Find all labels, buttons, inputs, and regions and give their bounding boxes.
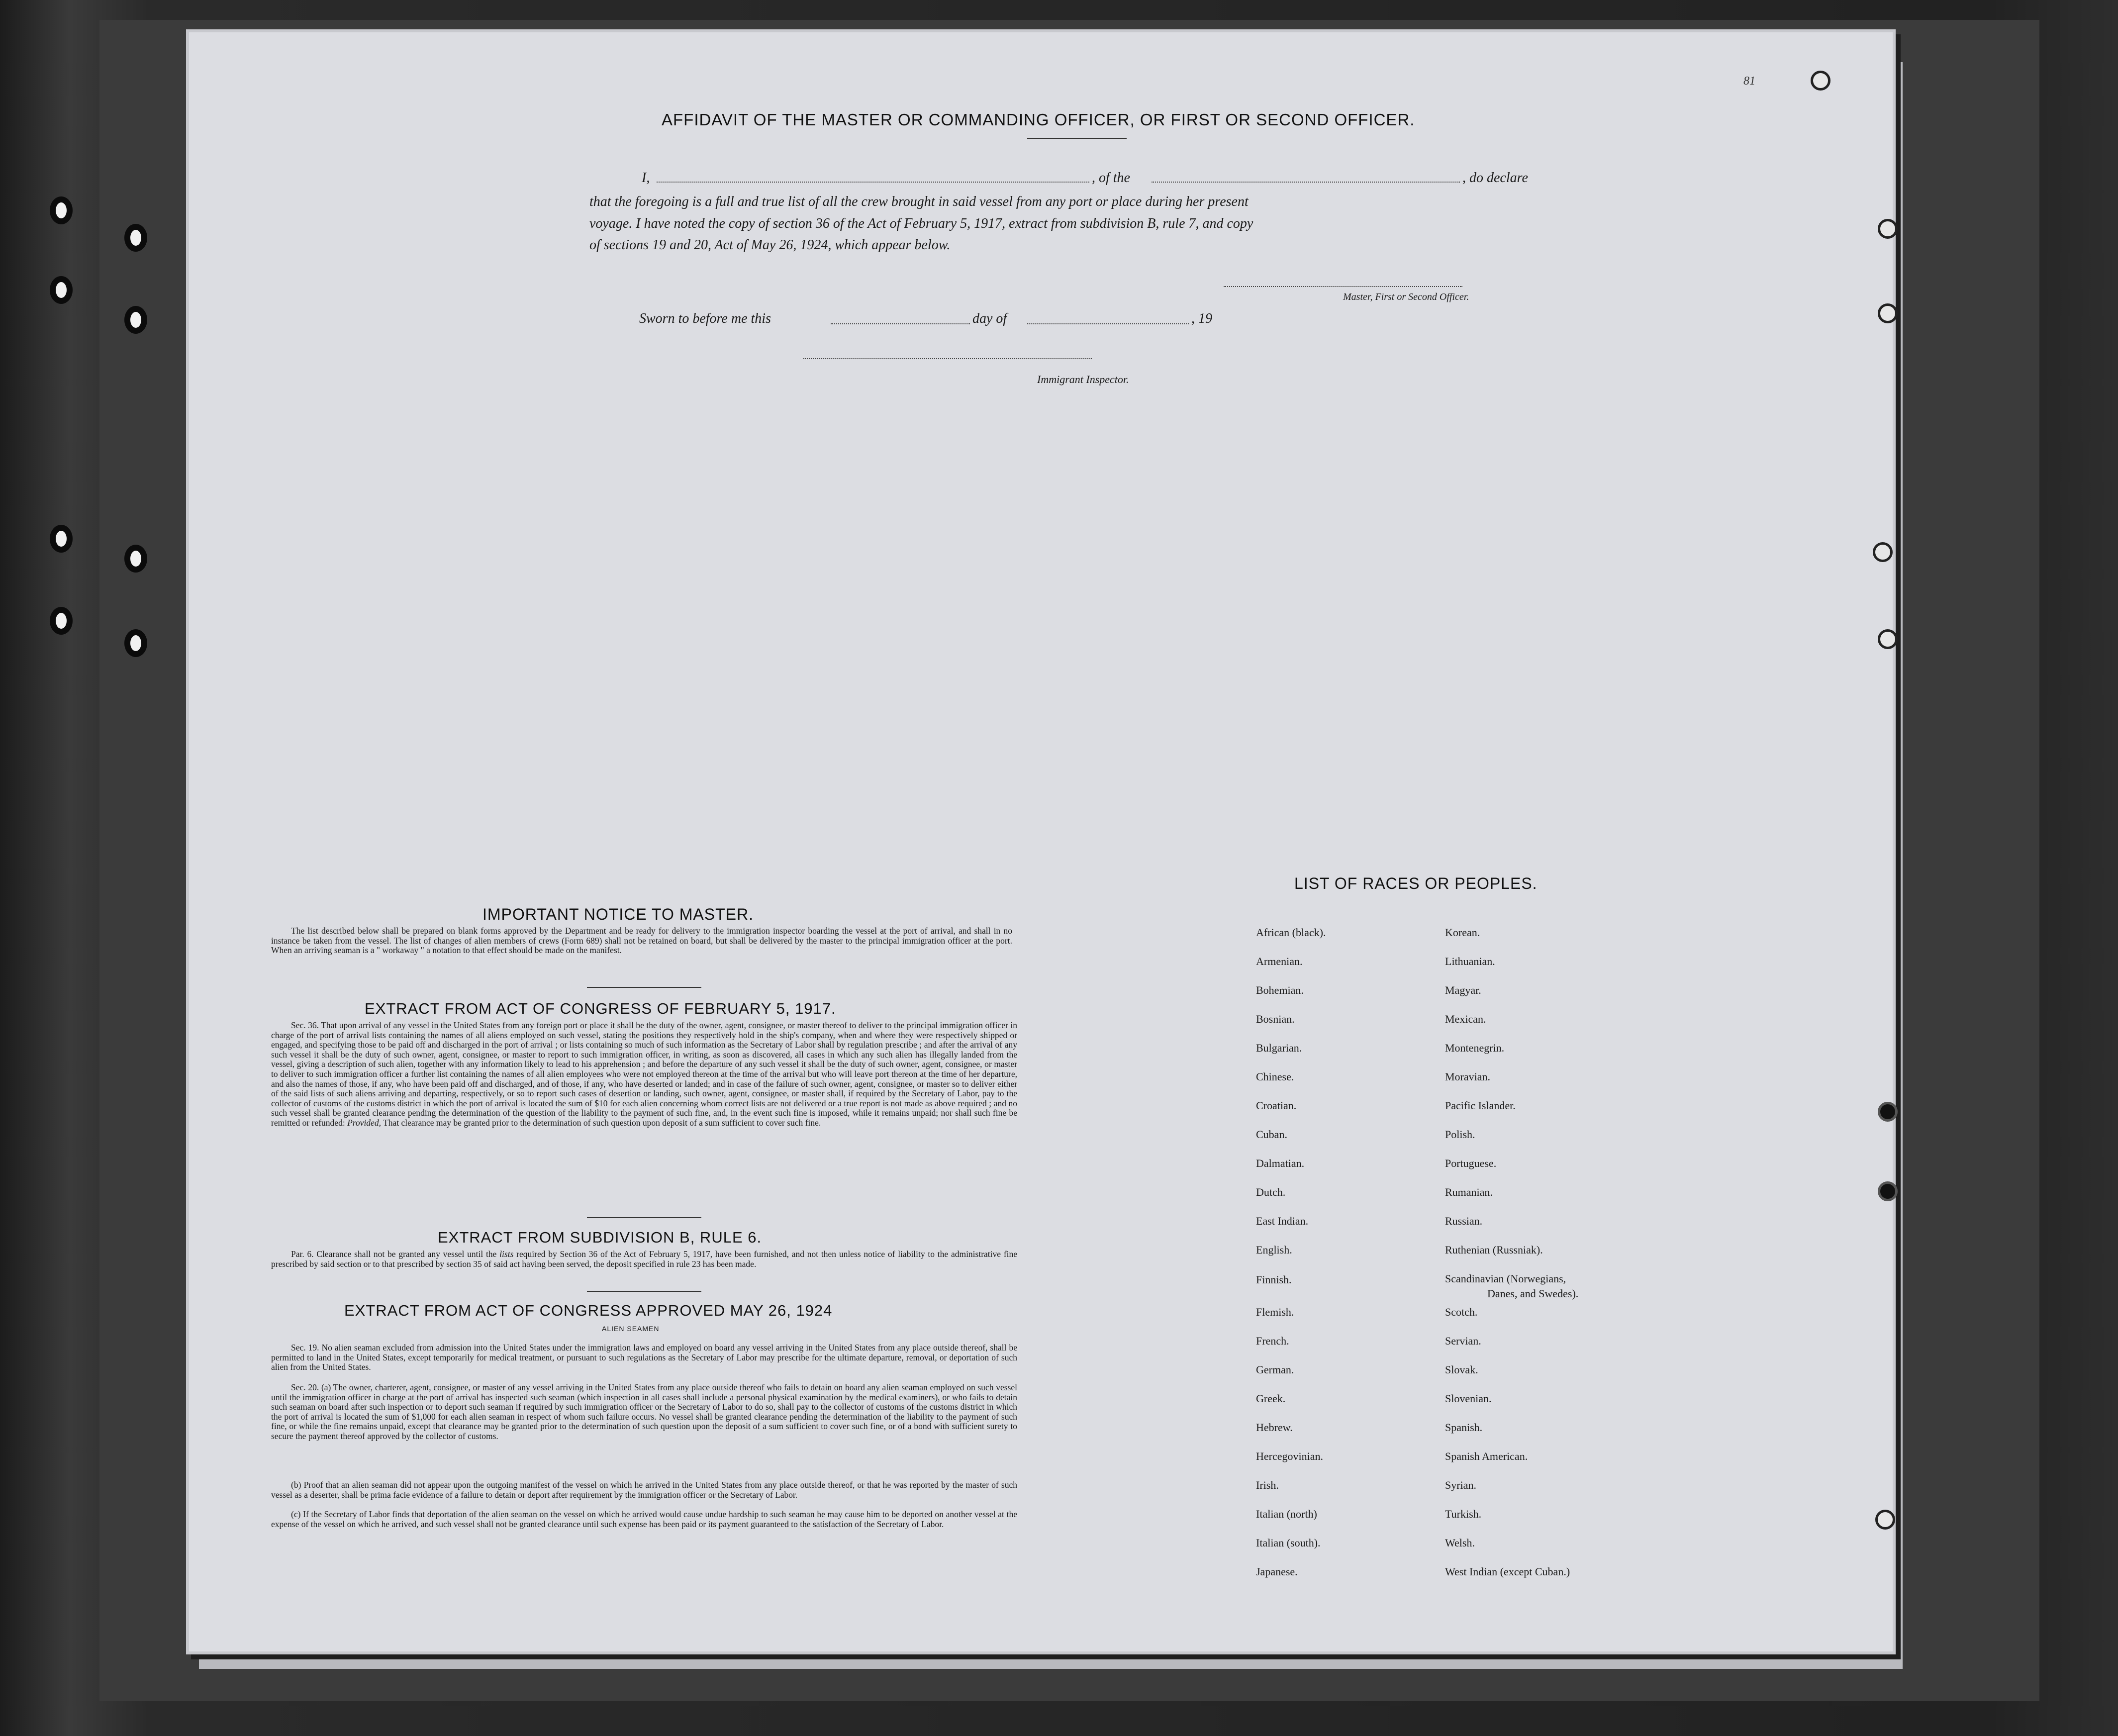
subdivision-b-text-end: required by Section 36 of the Act of February 5, 1917, have been furnished, and not then unless notice of liability to the administrative fine prescribed by said section or to that prescribed by section 35 of said act having been served, the deposit specified in rule 23 has been made.	[271, 1249, 1018, 1269]
race-item: Montenegrin.	[1445, 1042, 1505, 1054]
race-item: Moravian.	[1445, 1070, 1491, 1083]
name-blank	[657, 182, 1089, 183]
race-item: Polish.	[1445, 1128, 1475, 1141]
day-blank	[831, 323, 970, 324]
race-item: Lithuanian.	[1445, 955, 1495, 967]
sec-20c-text: (c) If the Secretary of Labor finds that deportation of the alien seaman on the vessel on which he arrived would cause undue hardship to such seaman he may cause him to be deported on another vessel at the expense of the vessel on which he arrived, and such vessel shall not be granted clearance until such expense has been paid or its payment guaranteed to the satisfaction of the Secretary of Labor.	[271, 1509, 1017, 1529]
race-item: Spanish American.	[1445, 1450, 1528, 1462]
subdivision-b-rule	[587, 1291, 701, 1292]
race-item: Rumanian.	[1445, 1186, 1493, 1198]
race-item: Bohemian.	[1256, 984, 1304, 996]
alien-seamen-subtitle: ALIEN SEAMEN	[602, 1325, 660, 1333]
binding-hole	[124, 545, 147, 573]
race-item: Cuban.	[1256, 1128, 1287, 1141]
race-item: West Indian (except Cuban.)	[1445, 1565, 1570, 1578]
binding-hole	[124, 306, 147, 334]
race-item: Turkish.	[1445, 1508, 1482, 1520]
race-item: Italian (north)	[1256, 1508, 1317, 1520]
sec-20b-text: (b) Proof that an alien seaman did not appear upon the outgoing manifest of the vessel on which he arrived in the United States from any place outside thereof, or that he was reported by the master of such vessel as a deserter, shall be prima facie evidence of a failure to detain or deport after requirement by the immigration officer or the Secretary of Labor.	[271, 1480, 1017, 1500]
race-item: Finnish.	[1256, 1273, 1292, 1286]
master-signature-blank	[1224, 286, 1462, 287]
race-item: German.	[1256, 1363, 1294, 1376]
race-item: Syrian.	[1445, 1479, 1476, 1491]
ring-fastener	[1878, 1181, 1898, 1201]
race-item: Portuguese.	[1445, 1157, 1497, 1169]
ring-fastener	[1873, 542, 1893, 562]
binding-hole	[50, 276, 73, 304]
extract-1917-body-text: Sec. 36. That upon arrival of any vessel in the United States from any foreign port or place it shall be the duty of the owner, agent, consignee, or master thereof to deliver to the principal immigration officer in charge of the port of arrival lists containing the names of all aliens employed on such vessel, stating the positions they respectively hold in the ship's company, when and where they were respectively shipped or engaged, and specifying those to be paid off and discharged in the port of arrival ; or lists containing so much of such information as the Secretary of Labor shall by regulation prescribe ; and after the arrival of any such vessel it shall be the duty of such owner, agent, consignee, or master to report to such immigration officer, in writing, as soon as discovered, all cases in which any such alien has illegally landed from the vessel, giving a description of such alien, together with any information likely to lead to his apprehension ; and before the departure of any such vessel it shall be the duty of such owner, agent, consignee, or master to deliver to such immigration officer a further list containing the names of all alien employees who were not employed thereon at the time of the arrival but who will leave port thereon at the time of her departure, and also the names of those, if any, who have been paid off and discharged, and of those, if any, who have deserted or landed; and in case of the failure of such owner, agent, consignee, or master so to deliver either of the said lists of such aliens arriving and departing, respectively, or so to report such cases of desertion or landing, such owner, agent, consignee, or master shall, if required by the Secretary of Labor, pay to the collector of customs of the customs district in which the port of arrival is located the sum of $10 for each alien concerning whom correct lists are not delivered or a true report is not made as above required ; and no such vessel shall be granted clearance pending the determination of the question of the liability to the payment of such fine, and, in the event such fine is imposed, while it remains unpaid; nor shall such fine be remitted or refunded:	[271, 1020, 1017, 1128]
race-item: Pacific Islander.	[1445, 1099, 1516, 1112]
affidavit-line-4: of sections 19 and 20, Act of May 26, 1924, which appear below.	[589, 237, 951, 253]
binding-hole	[50, 607, 73, 635]
race-item: Bosnian.	[1256, 1013, 1295, 1025]
race-item-continued: Danes, and Swedes).	[1487, 1287, 1579, 1300]
race-item: Greek.	[1256, 1392, 1286, 1405]
race-item: French.	[1256, 1335, 1289, 1347]
month-blank	[1027, 323, 1189, 324]
vessel-blank	[1152, 182, 1460, 183]
race-item: Croatian.	[1256, 1099, 1297, 1112]
day-of-text: day of	[972, 311, 1007, 326]
ring-fastener	[1878, 1102, 1898, 1122]
notice-body: The list described below shall be prepared on blank forms approved by the Department and be ready for delivery to the immigration inspector boarding the vessel at the port of arrival, and shall in no instance be taken from the vessel. The list of changes of alien members of crews (Form 689) shall not be retained on board, but shall be delivered by the master to the principal immigration officer at the port. When an arriving seaman is a " workaway " a notation to that effect should be made on the manifest.	[271, 926, 1012, 956]
notice-rule	[587, 987, 701, 988]
extract-1917-title: EXTRACT FROM ACT OF CONGRESS OF FEBRUARY 5, 1917.	[365, 1000, 836, 1017]
race-item: Dalmatian.	[1256, 1157, 1305, 1169]
extract-1917-body-end: That clearance may be granted prior to the determination of such question upon deposit of a sum sufficient to cover such fine.	[383, 1117, 821, 1128]
affidavit-i: I,	[642, 170, 650, 186]
binding-hole	[50, 196, 73, 224]
race-item: Mexican.	[1445, 1013, 1486, 1025]
page-corner-number: 81	[1743, 75, 1755, 88]
races-title: LIST OF RACES OR PEOPLES.	[1294, 874, 1538, 892]
master-signature-label: Master, First or Second Officer.	[1343, 291, 1469, 302]
race-item: Welsh.	[1445, 1537, 1475, 1549]
affidavit-line-2: that the foregoing is a full and true list of all the crew brought in said vessel from any port or place during her present	[589, 194, 1249, 209]
provided-word: Provided,	[347, 1117, 381, 1128]
race-item: East Indian.	[1256, 1215, 1309, 1227]
race-item: Chinese.	[1256, 1070, 1294, 1083]
race-item: Irish.	[1256, 1479, 1279, 1491]
race-item: Japanese.	[1256, 1565, 1298, 1578]
race-item: Hercegovinian.	[1256, 1450, 1323, 1462]
affidavit-line-3: voyage. I have noted the copy of section 36 of the Act of February 5, 1917, extract from subdivision B, rule 7, and copy	[589, 216, 1253, 231]
inspector-signature-label: Immigrant Inspector.	[1037, 373, 1129, 386]
ring-fastener	[1878, 303, 1898, 323]
binding-hole	[124, 629, 147, 657]
race-item: Russian.	[1445, 1215, 1483, 1227]
race-item: Servian.	[1445, 1335, 1481, 1347]
race-item: Scotch.	[1445, 1306, 1478, 1318]
race-item: Scandinavian (Norwegians,	[1445, 1272, 1566, 1285]
race-item: Korean.	[1445, 926, 1480, 939]
affidavit-of-the: , of the	[1092, 170, 1130, 186]
notice-title: IMPORTANT NOTICE TO MASTER.	[482, 905, 754, 923]
ring-fastener	[1811, 71, 1830, 91]
race-item: Slovak.	[1445, 1363, 1478, 1376]
inspector-signature-blank	[803, 358, 1092, 359]
race-item: Hebrew.	[1256, 1421, 1293, 1434]
binding-hole	[124, 224, 147, 252]
ring-fastener	[1878, 219, 1898, 239]
lists-word: lists	[499, 1249, 514, 1259]
race-item: Flemish.	[1256, 1306, 1294, 1318]
sec-20a-text: Sec. 20. (a) The owner, charterer, agent, consignee, or master of any vessel arriving in the United States from any place outside thereof who fails to detain on board any alien seaman employed on such vessel until the immigration officer in charge at the port of arrival has inspected such seaman (which inspection in all cases shall include a personal physical examination by the medical examiners), or who fails to detain such seaman on board after such inspection or to deport such seaman if required by such immigration officer or the Secretary of Labor to do so, shall pay to the collector of customs of the customs district in which the port of arrival is located the sum of $1,000 for each alien seaman in respect of whom such failure occurs. No vessel shall be granted clearance pending the determination of the liability to the payment of such fine, or while the fine remains unpaid, except that clearance may be granted prior to the determination of such question upon the deposit of a sum sufficient to cover such fine, or of a bond with sufficient surety to secure the payment thereof approved by the collector of customs.	[271, 1382, 1017, 1441]
title-rule	[1027, 138, 1127, 139]
ring-fastener	[1875, 1510, 1895, 1530]
race-item: Spanish.	[1445, 1421, 1483, 1434]
race-item: Bulgarian.	[1256, 1042, 1302, 1054]
subdivision-b-title: EXTRACT FROM SUBDIVISION B, RULE 6.	[438, 1229, 762, 1246]
race-item: English.	[1256, 1244, 1292, 1256]
binding-hole	[50, 525, 73, 553]
extract-1917-body	[271, 1021, 1017, 1128]
race-item: Ruthenian (Russniak).	[1445, 1244, 1543, 1256]
race-item: Dutch.	[1256, 1186, 1286, 1198]
extract-1924-title: EXTRACT FROM ACT OF CONGRESS APPROVED MAY 26, 1924	[344, 1302, 833, 1319]
affidavit-declare: , do declare	[1462, 170, 1528, 186]
year-text: , 19	[1191, 311, 1212, 326]
race-item: Armenian.	[1256, 955, 1303, 967]
subdivision-b-text: Par. 6. Clearance shall not be granted any vessel until the	[291, 1249, 497, 1259]
race-item: Slovenian.	[1445, 1392, 1492, 1405]
race-item: Magyar.	[1445, 984, 1481, 996]
race-item: African (black).	[1256, 926, 1326, 939]
sworn-text: Sworn to before me this	[639, 311, 771, 326]
subdivision-b-body	[271, 1250, 1017, 1269]
sec-19-text: Sec. 19. No alien seaman excluded from admission into the United States under the immigration laws and employed on board any vessel arriving in the United States from any place outside thereof, shall be permitted to land in the United States, except temporarily for medical treatment, or pursuant to such regulations as the Secretary of Labor may prescribe for the ultimate departure, removal, or deportation of such alien from the United States.	[271, 1343, 1017, 1372]
extract-1917-rule	[587, 1217, 701, 1218]
ring-fastener	[1878, 629, 1898, 649]
affidavit-title: AFFIDAVIT OF THE MASTER OR COMMANDING OFFICER, OR FIRST OR SECOND OFFICER.	[662, 110, 1415, 129]
race-item: Italian (south).	[1256, 1537, 1321, 1549]
